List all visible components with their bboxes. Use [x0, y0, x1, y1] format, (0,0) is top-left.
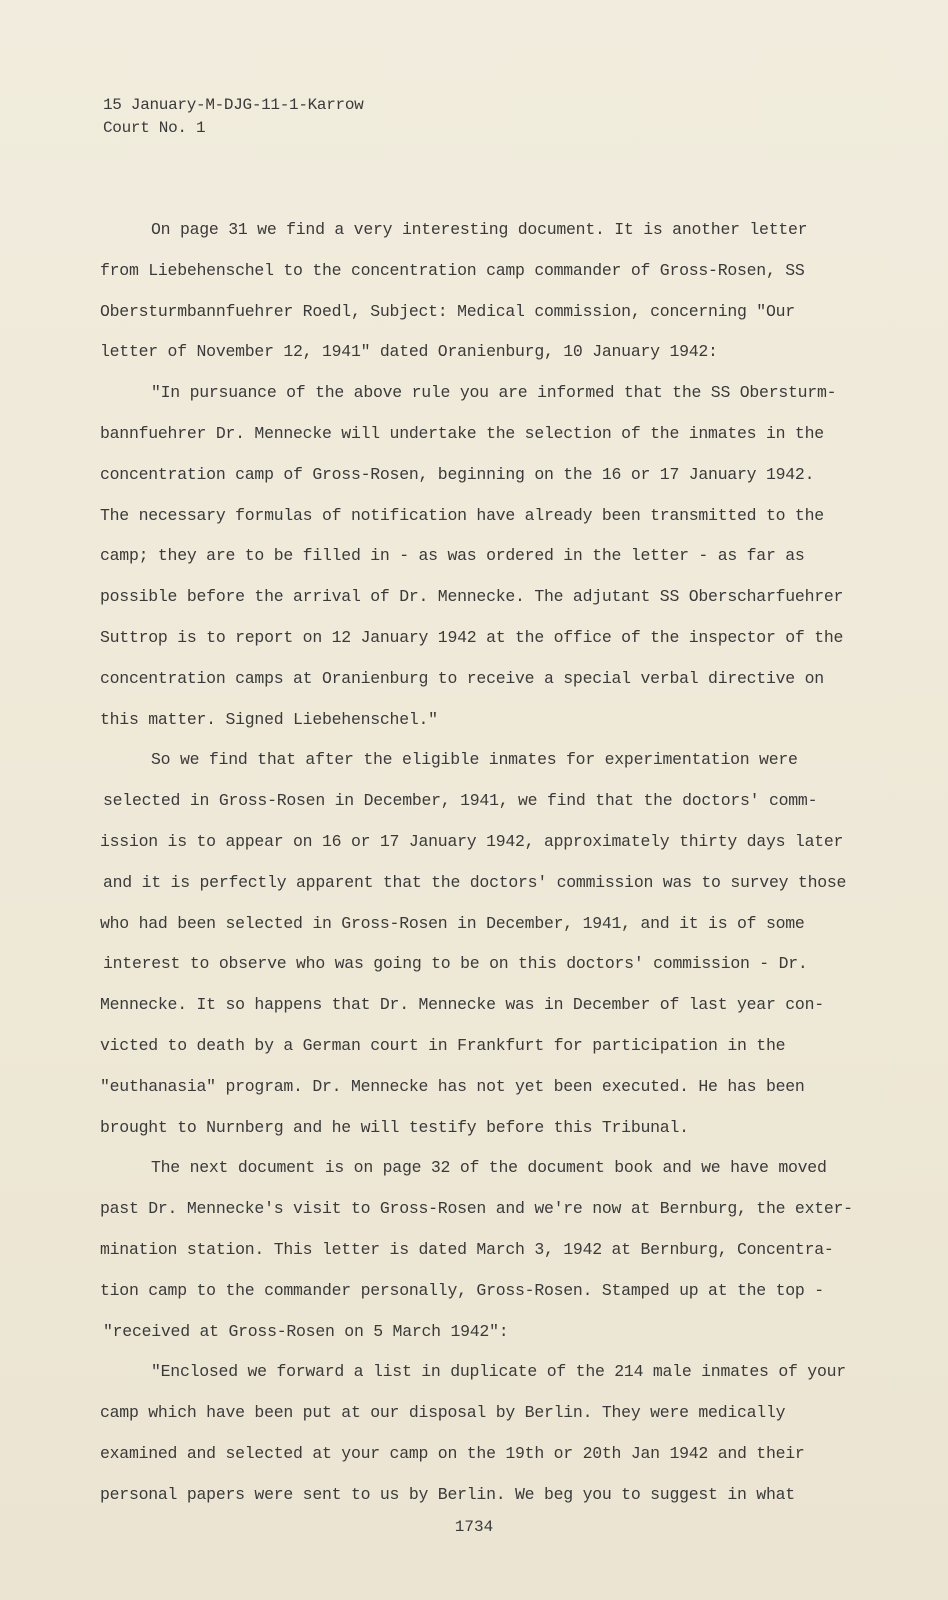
- text-line: "Enclosed we forward a list in duplicate of the 214 male inmates of your: [151, 1362, 846, 1382]
- text-line: examined and selected at your camp on the 19th or 20th Jan 1942 and their: [100, 1443, 805, 1463]
- text-line: On page 31 we find a very interesting document. It is another letter: [151, 220, 808, 239]
- document-header: [103, 94, 363, 140]
- text-line: Mennecke. It so happens that Dr. Mennecke was in December of last year con-: [100, 995, 824, 1015]
- text-line: concentration camps at Oranienburg to receive a special verbal directive on: [100, 668, 824, 688]
- document-reference: 15 January-M-DJG-11-1-Karrow: [103, 96, 364, 114]
- text-line: bannfuehrer Dr. Mennecke will undertake the selection of the inmates in the: [100, 423, 824, 443]
- text-line: possible before the arrival of Dr. Mennecke. The adjutant SS Oberscharfuehrer: [100, 587, 844, 607]
- text-line: tion camp to the commander personally, Gross-Rosen. Stamped up at the top -: [100, 1280, 824, 1300]
- text-line: The next document is on page 32 of the document book and we have moved: [151, 1158, 827, 1178]
- page-number: 1734: [454, 1518, 494, 1536]
- text-line: "received at Gross-Rosen on 5 March 1942":: [103, 1321, 509, 1341]
- text-line: Suttrop is to report on 12 January 1942 at the office of the inspector of the: [100, 627, 844, 647]
- text-line: mination station. This letter is dated March 3, 1942 at Bernburg, Concentra-: [100, 1239, 834, 1259]
- text-line: victed to death by a German court in Frankfurt for participation in the: [100, 1035, 786, 1055]
- text-line: from Liebehenschel to the concentration camp commander of Gross-Rosen, SS: [100, 260, 805, 280]
- court-number: Court No. 1: [103, 119, 206, 137]
- text-line: ission is to appear on 16 or 17 January 1942, approximately thirty days later: [100, 831, 844, 851]
- text-line: "In pursuance of the above rule you are informed that the SS Obersturm-: [151, 383, 837, 403]
- text-line: interest to observe who was going to be on this doctors' commission - Dr.: [103, 954, 808, 974]
- text-line: camp; they are to be filled in - as was ordered in the letter - as far as: [100, 546, 805, 566]
- text-line: concentration camp of Gross-Rosen, beginning on the 16 or 17 January 1942.: [100, 464, 815, 484]
- text-line: The necessary formulas of notification have already been transmitted to the: [100, 505, 824, 525]
- text-line: letter of November 12, 1941" dated Oranienburg, 10 January 1942:: [100, 342, 718, 362]
- text-line: and it is perfectly apparent that the doctors' commission was to survey those: [103, 872, 847, 892]
- transcript-body: [100, 210, 910, 1516]
- text-line: "euthanasia" program. Dr. Mennecke has not yet been executed. He has been: [100, 1076, 805, 1096]
- text-line: personal papers were sent to us by Berlin. We beg you to suggest in what: [100, 1484, 795, 1504]
- text-line: brought to Nurnberg and he will testify before this Tribunal.: [100, 1117, 689, 1137]
- text-line: Obersturmbannfuehrer Roedl, Subject: Medical commission, concerning "Our: [100, 301, 795, 321]
- text-line: selected in Gross-Rosen in December, 1941, we find that the doctors' comm-: [103, 791, 818, 811]
- text-line: So we find that after the eligible inmates for experimentation were: [151, 750, 798, 770]
- text-line: who had been selected in Gross-Rosen in December, 1941, and it is of some: [100, 913, 805, 933]
- text-line: past Dr. Mennecke's visit to Gross-Rosen and we're now at Bernburg, the exter-: [100, 1199, 853, 1219]
- text-line: this matter. Signed Liebehenschel.": [100, 709, 438, 729]
- text-line: camp which have been put at our disposal by Berlin. They were medically: [100, 1403, 786, 1423]
